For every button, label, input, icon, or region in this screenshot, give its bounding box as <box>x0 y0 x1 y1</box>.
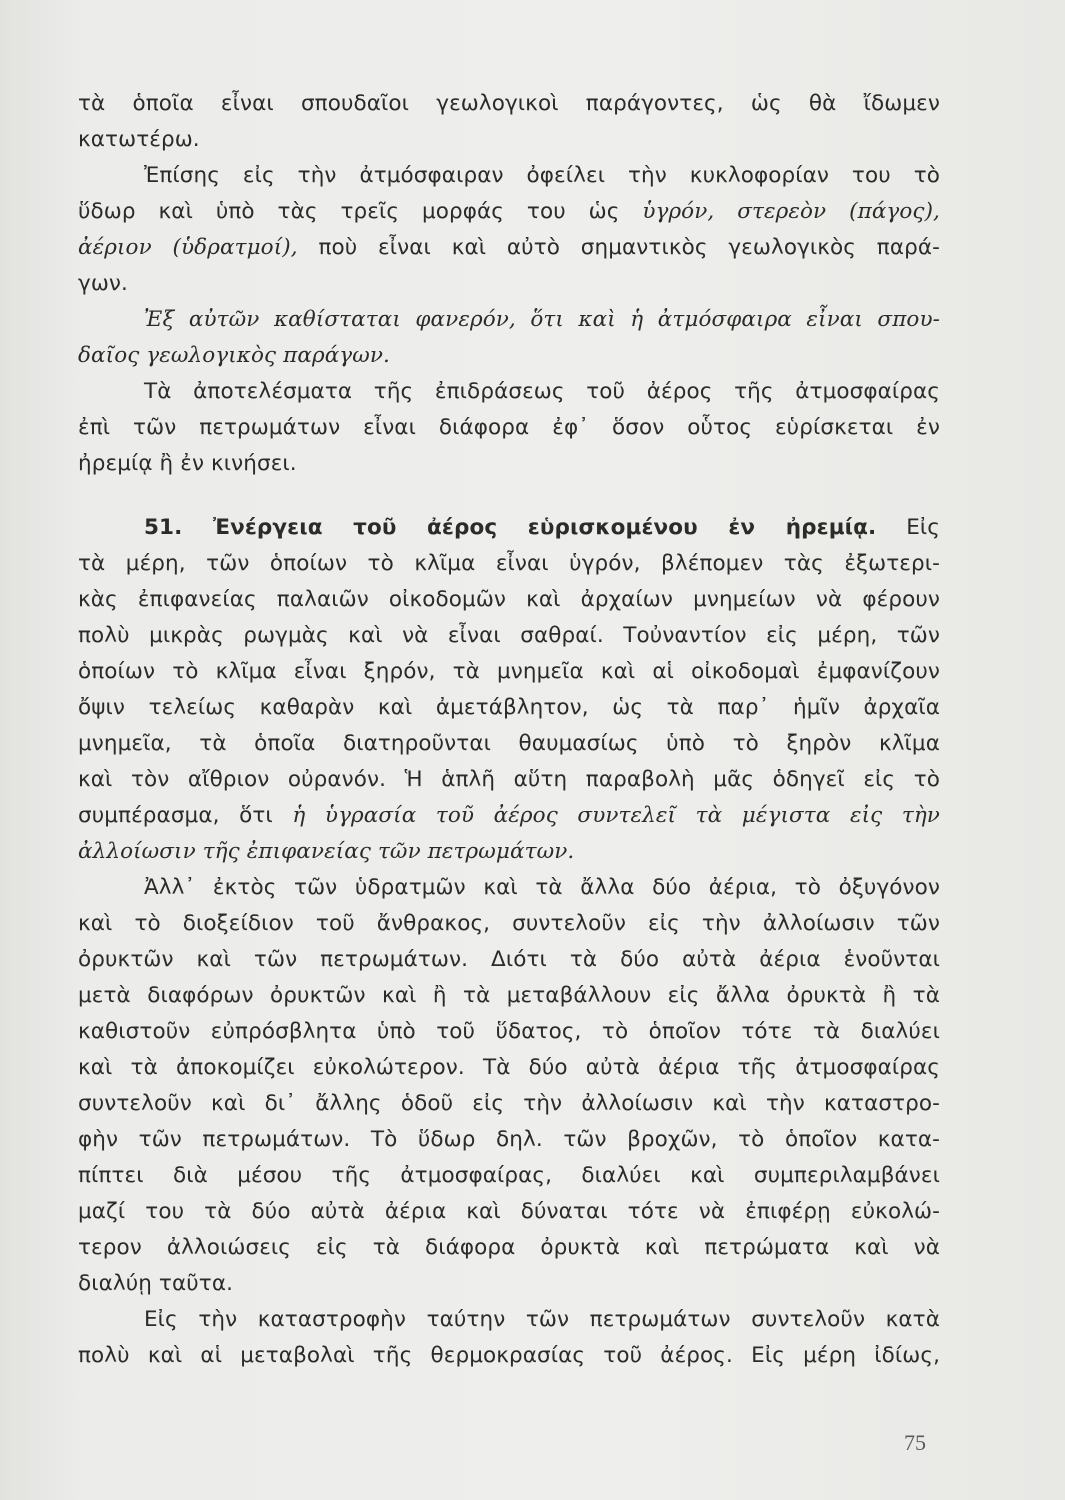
text-line: ἀέριον (ὑδρατμοί), ποὺ εἶναι καὶ αὐτὸ σημαντικὸς γεωλογικὸς παρά- <box>78 235 940 260</box>
text-line: δαῖος γεωλογικὸς παράγων. <box>78 343 390 368</box>
text-line: πολὺ καὶ αἱ μεταβολαὶ τῆς θερμοκρασίας τοῦ ἀέρος. Εἰς μέρη ἰδίως, <box>78 1343 940 1368</box>
text-line: Ἐξ αὐτῶν καθίσταται φανερόν, ὅτι καὶ ἡ ἀτμόσφαιρα εἶναι σπου- <box>144 307 940 332</box>
text-line: Ἐπίσης εἰς τὴν ἀτμόσφαιραν ὀφείλει τὴν κυκλοφορίαν του τὸ <box>144 163 940 188</box>
text-line: τὰ ὁποῖα εἶναι σπουδαῖοι γεωλογικοὶ παράγοντες, ὡς θὰ ἴδωμεν <box>78 91 940 116</box>
text-line: συντελοῦν καὶ δι᾽ ἄλλης ὁδοῦ εἰς τὴν ἀλλοίωσιν καὶ τὴν καταστρο- <box>78 1091 940 1116</box>
text-line: Εἰς τὴν καταστροφὴν ταύτην τῶν πετρωμάτων συντελοῦν κατὰ <box>144 1307 940 1332</box>
text-line: μετὰ διαφόρων ὀρυκτῶν καὶ ἢ τὰ μεταβάλλουν εἰς ἄλλα ὀρυκτὰ ἢ τὰ <box>78 983 940 1008</box>
text-line: τὰ μέρη, τῶν ὁποίων τὸ κλῖμα εἶναι ὑγρόν, βλέπομεν τὰς ἐξωτερι- <box>78 551 940 576</box>
text-line: καὶ τὸν αἴθριον οὐρανόν. Ἡ ἁπλῆ αὕτη παραβολὴ μᾶς ὁδηγεῖ εἰς τὸ <box>78 767 940 792</box>
text-line: ἠρεμίᾳ ἢ ἐν κινήσει. <box>78 451 297 476</box>
text-line: ἐπὶ τῶν πετρωμάτων εἶναι διάφορα ἐφ᾽ ὅσον οὗτος εὑρίσκεται ἐν <box>78 415 940 440</box>
text-line: ἀλλοίωσιν τῆς ἐπιφανείας τῶν πετρωμάτων. <box>78 839 575 864</box>
text-line: συμπέρασμα, ὅτι ἡ ὑγρασία τοῦ ἀέρος συντελεῖ τὰ μέγιστα εἰς τὴν <box>78 803 940 828</box>
text-line: τερον ἀλλοιώσεις εἰς τὰ διάφορα ὀρυκτὰ καὶ πετρώματα καὶ νὰ <box>78 1235 940 1260</box>
text-line: ὀρυκτῶν καὶ τῶν πετρωμάτων. Διότι τὰ δύο αὐτὰ ἀέρια ἑνοῦνται <box>78 947 940 972</box>
text-line: καθιστοῦν εὐπρόσβλητα ὑπὸ τοῦ ὕδατος, τὸ ὁποῖον τότε τὰ διαλύει <box>78 1019 940 1044</box>
text-line: φὴν τῶν πετρωμάτων. Τὸ ὕδωρ δηλ. τῶν βροχῶν, τὸ ὁποῖον κατα- <box>78 1127 940 1152</box>
section-heading: 51. Ἐνέργεια τοῦ ἀέρος εὑρισκομένου ἐν ἠρεμίᾳ. Εἰς <box>144 515 940 540</box>
text-line: πίπτει διὰ μέσου τῆς ἀτμοσφαίρας, διαλύει καὶ συμπεριλαμβάνει <box>78 1163 940 1188</box>
text-line: ὄψιν τελείως καθαρὰν καὶ ἀμετάβλητον, ὡς τὰ παρ᾽ ἡμῖν ἀρχαῖα <box>78 695 940 720</box>
text-line: πολὺ μικρὰς ρωγμὰς καὶ νὰ εἶναι σαθραί. Τοὐναντίον εἰς μέρη, τῶν <box>78 623 940 648</box>
text-line: μαζί του τὰ δύο αὐτὰ ἀέρια καὶ δύναται τότε νὰ ἐπιφέρῃ εὐκολώ- <box>78 1199 940 1224</box>
text-line: διαλύῃ ταῦτα. <box>78 1271 234 1296</box>
text-line: γων. <box>78 271 128 296</box>
text-line: καὶ τὰ ἀποκομίζει εὐκολώτερον. Τὰ δύο αὐτὰ ἀέρια τῆς ἀτμοσφαίρας <box>78 1055 940 1080</box>
text-line: Ἀλλ᾽ ἐκτὸς τῶν ὑδρατμῶν καὶ τὰ ἄλλα δύο ἀέρια, τὸ ὀξυγόνον <box>144 875 940 900</box>
text-line: κὰς ἐπιφανείας παλαιῶν οἰκοδομῶν καὶ ἀρχαίων μνημείων νὰ φέρουν <box>78 587 940 612</box>
text-line: ὕδωρ καὶ ὑπὸ τὰς τρεῖς μορφάς του ὡς ὑγρόν, στερεὸν (πάγος), <box>78 199 940 224</box>
text-line: Τὰ ἀποτελέσματα τῆς ἐπιδράσεως τοῦ ἀέρος τῆς ἀτμοσφαίρας <box>144 379 940 404</box>
page-number: 75 <box>904 1430 926 1455</box>
text-line: μνημεῖα, τὰ ὁποῖα διατηροῦνται θαυμασίως ὑπὸ τὸ ξηρὸν κλῖμα <box>78 731 940 756</box>
text-line: κατωτέρω. <box>78 127 200 152</box>
text-line: καὶ τὸ διοξείδιον τοῦ ἄνθρακος, συντελοῦν εἰς τὴν ἀλλοίωσιν τῶν <box>78 911 940 936</box>
text-line: ὁποίων τὸ κλῖμα εἶναι ξηρόν, τὰ μνημεῖα καὶ αἱ οἰκοδομαὶ ἐμφανίζουν <box>78 659 940 684</box>
